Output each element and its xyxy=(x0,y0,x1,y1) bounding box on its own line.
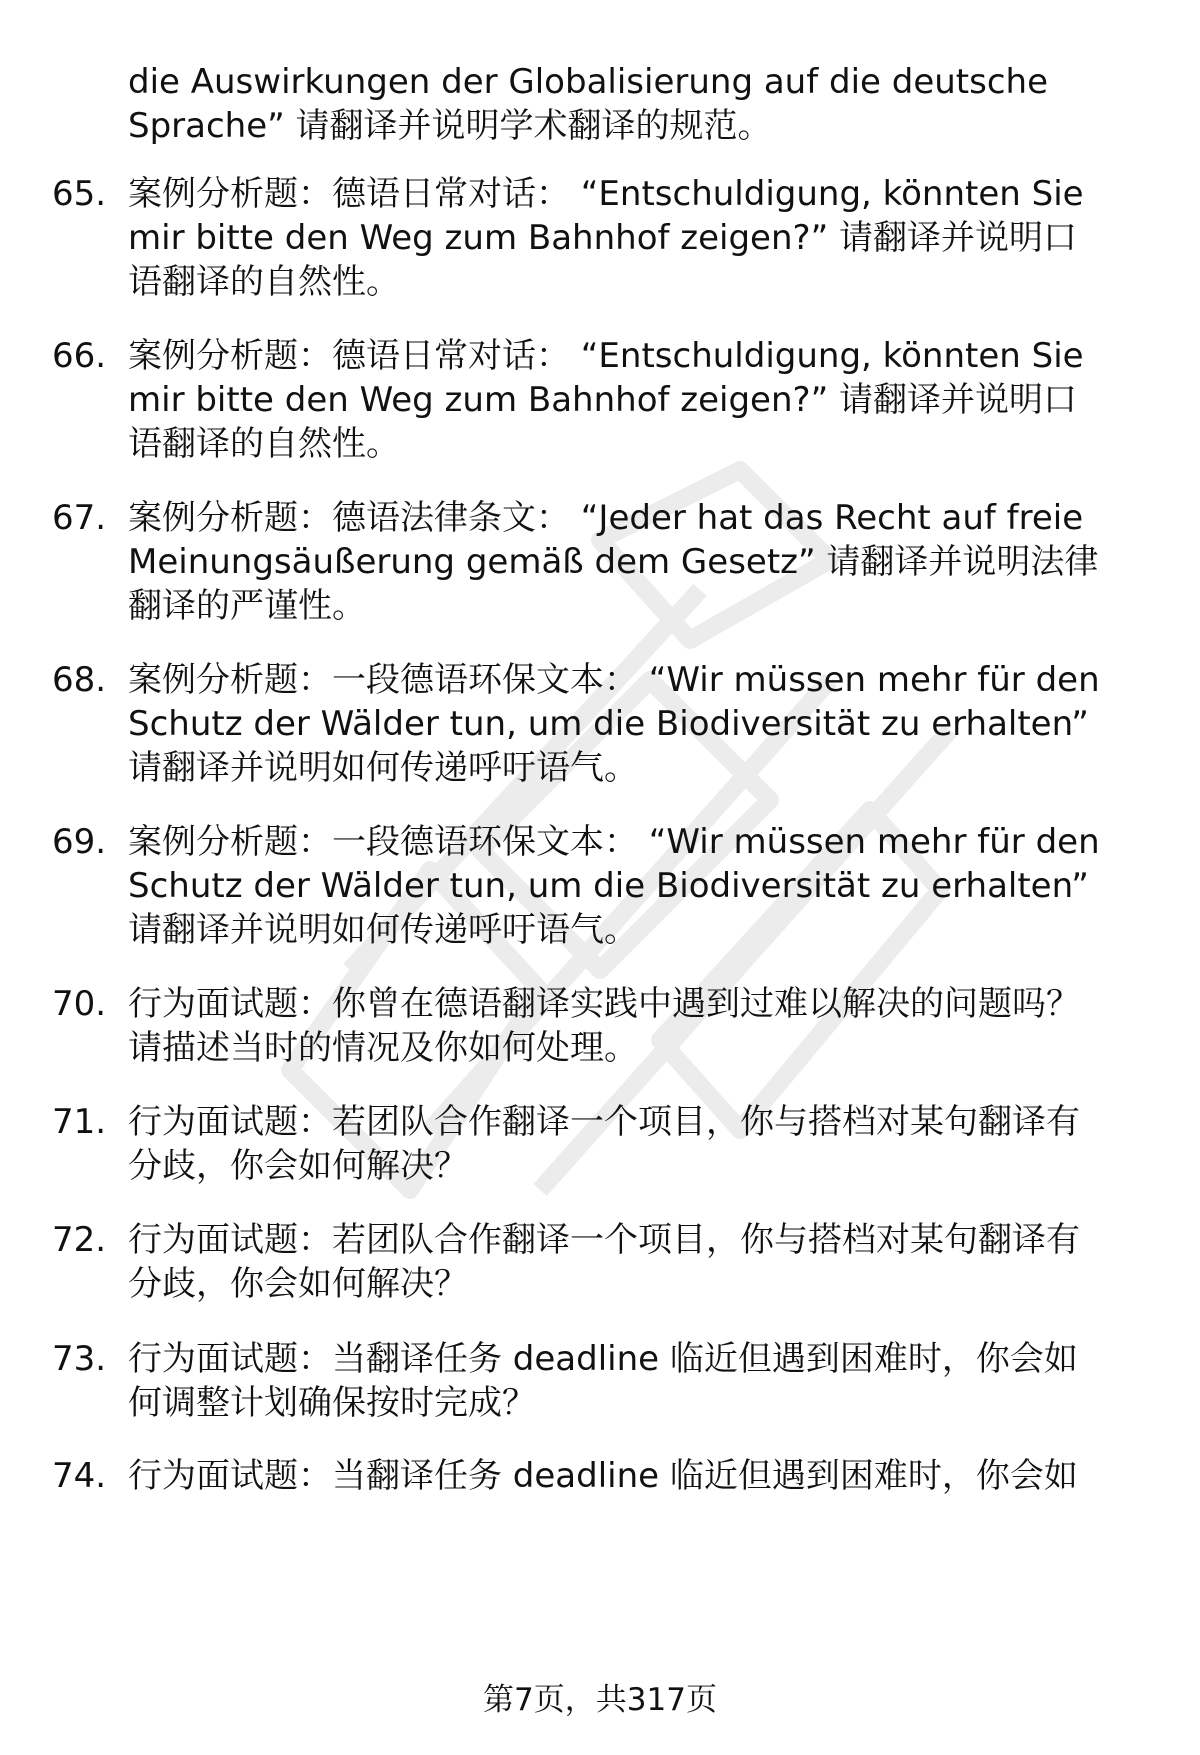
page-footer: 第7页，共317页 xyxy=(483,1682,717,1718)
text-line: 语翻译的自然性。 xyxy=(128,262,400,302)
question-number: 69. xyxy=(52,822,107,862)
text-line: Meinungsäußerung gemäß dem Gesetz” 请翻译并说明法律 xyxy=(128,542,1099,582)
question-number: 67. xyxy=(52,498,107,538)
question-number: 71. xyxy=(52,1102,107,1142)
text-line: 翻译的严谨性。 xyxy=(128,586,366,626)
text-line: Schutz der Wälder tun, um die Biodiversität zu erhalten” xyxy=(128,704,1089,744)
text-line: 行为面试题：若团队合作翻译一个项目，你与搭档对某句翻译有 xyxy=(128,1220,1080,1260)
text-line: 请翻译并说明如何传递呼吁语气。 xyxy=(128,748,638,788)
text-line: 何调整计划确保按时完成？ xyxy=(128,1383,536,1423)
text-line: 语翻译的自然性。 xyxy=(128,424,400,464)
question-number: 70. xyxy=(52,984,107,1024)
text-line: 案例分析题：德语日常对话： “Entschuldigung, könnten Sie xyxy=(128,336,1084,376)
text-line: 案例分析题：德语法律条文： “Jeder hat das Recht auf freie xyxy=(128,498,1084,538)
text-line: 分歧，你会如何解决？ xyxy=(128,1264,468,1304)
text-line: 案例分析题：一段德语环保文本： “Wir müssen mehr für den xyxy=(128,660,1100,700)
question-number: 72. xyxy=(52,1220,107,1260)
text-line: 行为面试题：你曾在德语翻译实践中遇到过难以解决的问题吗？ xyxy=(128,984,1080,1024)
text-line: 行为面试题：若团队合作翻译一个项目，你与搭档对某句翻译有 xyxy=(128,1102,1080,1142)
text-line: 分歧，你会如何解决？ xyxy=(128,1146,468,1186)
text-line: Schutz der Wälder tun, um die Biodiversität zu erhalten” xyxy=(128,866,1089,906)
question-number: 73. xyxy=(52,1339,107,1379)
text-line: mir bitte den Weg zum Bahnhof zeigen?” 请翻译并说明口 xyxy=(128,380,1077,420)
question-number: 66. xyxy=(52,336,107,376)
question-number: 74. xyxy=(52,1456,107,1496)
question-number: 68. xyxy=(52,660,107,700)
text-line: 案例分析题：德语日常对话： “Entschuldigung, könnten Sie xyxy=(128,174,1084,214)
question-number: 65. xyxy=(52,174,107,214)
text-line: 请描述当时的情况及你如何处理。 xyxy=(128,1028,638,1068)
text-line: Sprache” 请翻译并说明学术翻译的规范。 xyxy=(128,106,772,146)
text-line: 请翻译并说明如何传递呼吁语气。 xyxy=(128,910,638,950)
text-line: 行为面试题：当翻译任务 deadline 临近但遇到困难时，你会如 xyxy=(128,1339,1078,1379)
text-line: 行为面试题：当翻译任务 deadline 临近但遇到困难时，你会如 xyxy=(128,1456,1078,1496)
text-line: 案例分析题：一段德语环保文本： “Wir müssen mehr für den xyxy=(128,822,1100,862)
text-line: mir bitte den Weg zum Bahnhof zeigen?” 请翻译并说明口 xyxy=(128,218,1077,258)
text-line: die Auswirkungen der Globalisierung auf die deutsche xyxy=(128,62,1049,102)
